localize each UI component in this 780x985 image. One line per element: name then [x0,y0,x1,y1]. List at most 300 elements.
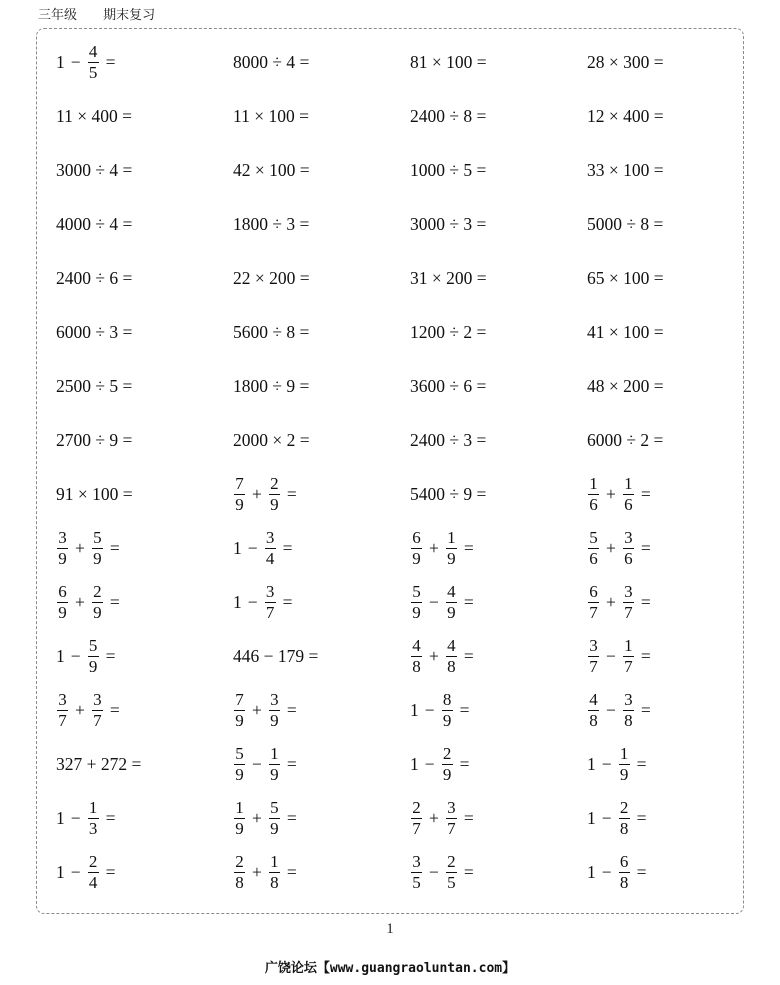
problem-item [587,359,756,413]
fraction [588,583,599,622]
problem-item [587,737,756,791]
denominator: 5 [412,872,421,892]
expression-text: 2400 ÷ 6 = [56,267,133,288]
problem-item [587,791,756,845]
problem-item [410,629,587,683]
fraction [269,475,280,514]
numerator: 1 [270,743,279,763]
denominator: 9 [58,548,67,568]
whole-number: 1 [56,861,65,882]
fraction [234,745,245,784]
numerator: 1 [589,473,598,493]
fraction [269,853,280,892]
problem-item [56,35,233,89]
denominator: 8 [412,656,421,676]
expression-text: 446 − 179 = [233,645,319,666]
denominator: 9 [235,764,244,784]
operator: − [424,753,435,774]
fraction [411,529,422,568]
denominator: 7 [624,602,633,622]
problem-item [410,845,587,899]
numerator: 3 [412,851,421,871]
numerator: 4 [88,41,98,61]
denominator: 9 [442,710,452,730]
denominator: 9 [58,602,67,622]
numerator: 5 [412,581,421,601]
denominator: 7 [589,656,598,676]
operator: = [640,483,651,504]
expression-text: 3600 ÷ 6 = [410,375,487,396]
operator: = [286,861,297,882]
problem-item [587,521,756,575]
expression-text: 2400 ÷ 8 = [410,105,487,126]
operator: = [463,591,474,612]
denominator: 4 [265,548,275,568]
fraction [588,691,599,730]
problem-item [410,467,587,521]
denominator: 7 [93,710,102,730]
numerator: 5 [589,527,598,547]
problem-grid [56,35,756,899]
numerator: 1 [624,473,633,493]
operator: = [636,753,647,774]
operator: = [459,753,470,774]
denominator: 8 [270,872,279,892]
operator: = [105,51,116,72]
denominator: 9 [412,602,421,622]
operator: = [463,537,474,558]
problem-item [56,413,233,467]
denominator: 5 [88,62,98,82]
numerator: 1 [447,527,456,547]
denominator: 9 [412,548,421,568]
whole-number: 1 [587,861,596,882]
numerator: 7 [235,689,244,709]
operator: − [70,807,81,828]
numerator: 2 [442,743,452,763]
numerator: 4 [447,581,456,601]
whole-number: 1 [233,591,242,612]
numerator: 3 [624,527,633,547]
denominator: 3 [88,818,98,838]
fraction [446,583,457,622]
expression-text: 327 + 272 = [56,753,142,774]
fraction [265,529,276,568]
fraction [88,853,99,892]
denominator: 4 [88,872,98,892]
operator: − [606,699,616,720]
whole-number: 1 [410,753,419,774]
whole-number: 1 [56,51,65,72]
numerator: 2 [447,851,456,871]
operator: = [109,537,120,558]
problem-item [410,251,587,305]
expression-text: 11 × 100 = [233,105,309,126]
denominator: 9 [447,602,456,622]
denominator: 9 [235,494,244,514]
problem-item [587,197,756,251]
fraction [442,745,453,784]
expression-text: 81 × 100 = [410,51,487,72]
operator: − [601,753,612,774]
fraction [442,691,453,730]
fraction [623,691,634,730]
denominator: 6 [589,494,598,514]
denominator: 9 [619,764,629,784]
operator: = [640,591,651,612]
expression-text: 2500 ÷ 5 = [56,375,133,396]
denominator: 5 [447,872,456,892]
fraction [234,799,245,838]
numerator: 6 [619,851,629,871]
whole-number: 1 [56,645,65,666]
numerator: 3 [93,689,102,709]
numerator: 1 [619,743,629,763]
operator: + [75,537,85,558]
operator: + [606,483,616,504]
fraction [57,529,68,568]
operator: + [606,537,616,558]
numerator: 3 [447,797,456,817]
operator: + [429,645,439,666]
expression-text: 42 × 100 = [233,159,310,180]
denominator: 9 [93,602,102,622]
operator: + [252,861,262,882]
fraction [623,529,634,568]
whole-number: 1 [233,537,242,558]
operator: = [459,699,470,720]
expression-text: 8000 ÷ 4 = [233,51,310,72]
operator: − [429,591,439,612]
operator: − [70,861,81,882]
fraction [411,799,422,838]
denominator: 9 [270,764,279,784]
subject-label: 期末复习 [103,8,156,23]
problem-item [410,143,587,197]
problem-item [56,737,233,791]
fraction [92,529,103,568]
fraction [619,745,630,784]
problem-item [56,521,233,575]
operator: + [252,699,262,720]
fraction [92,583,103,622]
problem-item [587,683,756,737]
problem-item [56,683,233,737]
grade-label: 三年级 [38,8,78,23]
numerator: 3 [624,689,633,709]
fraction [234,691,245,730]
numerator: 5 [88,635,98,655]
denominator: 7 [624,656,633,676]
fraction [88,43,99,82]
denominator: 9 [88,656,98,676]
problem-item [410,197,587,251]
denominator: 8 [624,710,633,730]
numerator: 6 [412,527,421,547]
fraction [446,799,457,838]
fraction [446,529,457,568]
expression-text: 91 × 100 = [56,483,133,504]
numerator: 5 [93,527,102,547]
problem-item [587,629,756,683]
denominator: 6 [624,548,633,568]
denominator: 9 [270,494,279,514]
problem-item [410,413,587,467]
problem-item [56,305,233,359]
fraction [234,475,245,514]
problem-item [233,251,410,305]
operator: − [70,51,81,72]
operator: − [601,807,612,828]
page-header [38,4,177,23]
whole-number: 1 [56,807,65,828]
denominator: 6 [624,494,633,514]
numerator: 5 [235,743,244,763]
operator: = [636,861,647,882]
fraction [234,853,245,892]
operator: + [75,591,85,612]
numerator: 1 [88,797,98,817]
numerator: 4 [447,635,456,655]
numerator: 6 [589,581,598,601]
fraction [588,475,599,514]
problem-item [56,845,233,899]
problem-item [410,305,587,359]
numerator: 3 [265,581,275,601]
footer-source: 广饶论坛【www.guangraoluntan.com】 [264,961,516,976]
problem-item [233,683,410,737]
problem-item [233,845,410,899]
operator: = [105,807,116,828]
problem-item [233,467,410,521]
problem-item [56,467,233,521]
operator: = [286,807,297,828]
problem-item [410,683,587,737]
problem-item [56,197,233,251]
problem-item [56,359,233,413]
expression-text: 1200 ÷ 2 = [410,321,487,342]
operator: = [286,753,297,774]
fraction [269,745,280,784]
fraction [623,475,634,514]
expression-text: 1000 ÷ 5 = [410,159,487,180]
denominator: 9 [270,710,279,730]
denominator: 9 [235,710,244,730]
problem-item [56,89,233,143]
denominator: 8 [235,872,244,892]
expression-text: 2000 × 2 = [233,429,310,450]
problem-item [233,89,410,143]
operator: = [105,861,116,882]
operator: = [640,537,651,558]
operator: + [429,807,439,828]
expression-text: 6000 ÷ 2 = [587,429,664,450]
problem-item [233,143,410,197]
problem-item [233,575,410,629]
problem-item [233,35,410,89]
operator: + [252,483,262,504]
expression-text: 2700 ÷ 9 = [56,429,133,450]
fraction [411,853,422,892]
expression-text: 31 × 200 = [410,267,487,288]
operator: = [109,699,120,720]
expression-text: 1800 ÷ 9 = [233,375,310,396]
whole-number: 1 [587,753,596,774]
expression-text: 11 × 400 = [56,105,132,126]
expression-text: 41 × 100 = [587,321,664,342]
problem-item [587,143,756,197]
problem-item [56,791,233,845]
problem-item [410,737,587,791]
operator: − [252,753,262,774]
problem-item [410,359,587,413]
numerator: 7 [235,473,244,493]
denominator: 7 [265,602,275,622]
problem-item [587,413,756,467]
fraction [57,691,68,730]
numerator: 1 [270,851,279,871]
operator: = [282,537,293,558]
fraction [88,799,99,838]
denominator: 9 [442,764,452,784]
numerator: 3 [624,581,633,601]
operator: + [429,537,439,558]
expression-text: 28 × 300 = [587,51,664,72]
problem-item [233,305,410,359]
expression-text: 22 × 200 = [233,267,310,288]
numerator: 2 [88,851,98,871]
numerator: 3 [265,527,275,547]
expression-text: 5600 ÷ 8 = [233,321,310,342]
numerator: 6 [58,581,67,601]
problem-item [587,575,756,629]
numerator: 2 [619,797,629,817]
denominator: 9 [93,548,102,568]
numerator: 3 [270,689,279,709]
operator: = [286,699,297,720]
operator: − [247,591,258,612]
operator: = [463,807,474,828]
fraction [588,529,599,568]
problem-item [233,413,410,467]
expression-text: 2400 ÷ 3 = [410,429,487,450]
fraction [446,637,457,676]
operator: = [640,645,651,666]
denominator: 6 [589,548,598,568]
denominator: 7 [412,818,421,838]
problem-item [587,89,756,143]
operator: = [636,807,647,828]
numerator: 8 [442,689,452,709]
expression-text: 5000 ÷ 8 = [587,213,664,234]
fraction [623,583,634,622]
operator: = [463,645,474,666]
expression-text: 4000 ÷ 4 = [56,213,133,234]
expression-text: 12 × 400 = [587,105,664,126]
fraction [269,691,280,730]
problem-item [410,35,587,89]
problem-item [410,575,587,629]
numerator: 5 [270,797,279,817]
expression-text: 3000 ÷ 4 = [56,159,133,180]
numerator: 3 [58,527,67,547]
fraction [269,799,280,838]
problem-item [587,251,756,305]
operator: = [286,483,297,504]
operator: − [424,699,435,720]
problem-item [233,197,410,251]
problem-item [587,845,756,899]
expression-text: 65 × 100 = [587,267,664,288]
problem-item [233,737,410,791]
problem-item [587,35,756,89]
expression-text: 33 × 100 = [587,159,664,180]
problem-item [233,521,410,575]
whole-number: 1 [587,807,596,828]
problem-item [587,305,756,359]
expression-text: 48 × 200 = [587,375,664,396]
numerator: 3 [58,689,67,709]
operator: = [282,591,293,612]
numerator: 2 [412,797,421,817]
expression-text: 3000 ÷ 3 = [410,213,487,234]
numerator: 2 [235,851,244,871]
denominator: 7 [58,710,67,730]
expression-text: 1800 ÷ 3 = [233,213,310,234]
operator: = [640,699,651,720]
numerator: 4 [412,635,421,655]
numerator: 1 [235,797,244,817]
problem-item [587,467,756,521]
whole-number: 1 [410,699,419,720]
numerator: 4 [589,689,598,709]
problem-item [410,89,587,143]
problem-item [233,629,410,683]
operator: − [70,645,81,666]
expression-text: 5400 ÷ 9 = [410,483,487,504]
fraction [411,583,422,622]
problem-item [410,791,587,845]
numerator: 2 [93,581,102,601]
operator: = [105,645,116,666]
operator: = [109,591,120,612]
operator: = [463,861,474,882]
problem-item [56,629,233,683]
denominator: 8 [619,872,629,892]
denominator: 8 [589,710,598,730]
page-number: 1 [386,921,394,937]
problem-item [56,575,233,629]
numerator: 3 [589,635,598,655]
fraction [619,853,630,892]
operator: − [601,861,612,882]
operator: + [252,807,262,828]
fraction [57,583,68,622]
operator: − [429,861,439,882]
fraction [88,637,99,676]
operator: + [75,699,85,720]
fraction [265,583,276,622]
operator: − [247,537,258,558]
denominator: 7 [447,818,456,838]
operator: + [606,591,616,612]
numerator: 1 [624,635,633,655]
denominator: 7 [589,602,598,622]
numerator: 2 [270,473,279,493]
problem-item [233,359,410,413]
expression-text: 6000 ÷ 3 = [56,321,133,342]
fraction [411,637,422,676]
